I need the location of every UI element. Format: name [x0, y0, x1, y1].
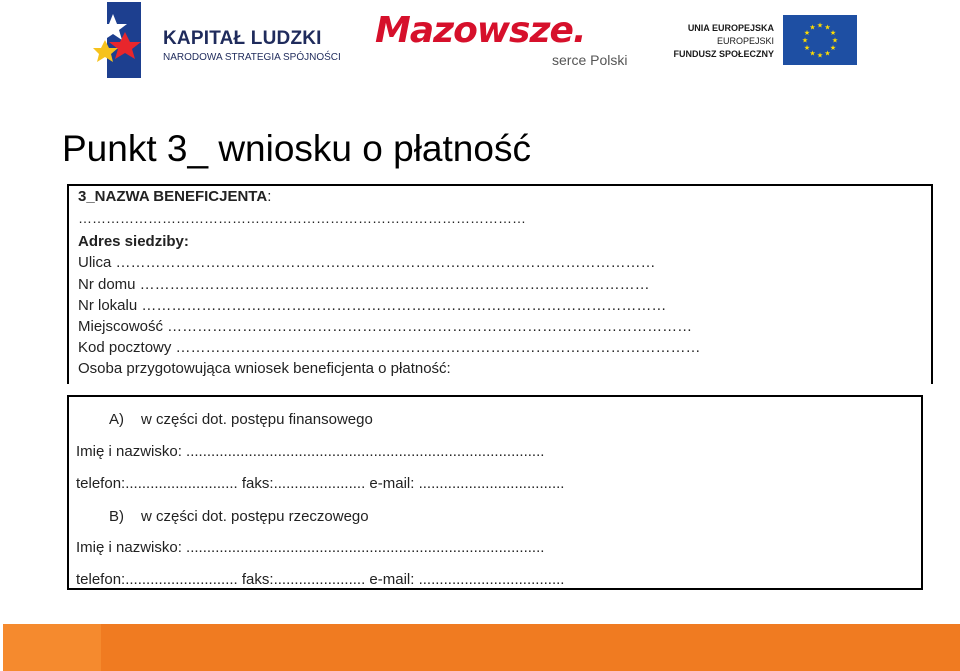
eu-star-icon: ★ [829, 30, 837, 37]
eu-label-line1: UNIA EUROPEJSKA [687, 23, 774, 33]
footer-accent-block [3, 624, 101, 671]
beneficiary-form-section [67, 184, 933, 384]
beneficiary-heading [78, 188, 271, 205]
page-title: Punkt 3_ wniosku o płatność [62, 128, 531, 169]
flat-number-field[interactable]: Nr lokalu …………………………………………………………………………………………… [78, 297, 667, 314]
eu-star-icon: ★ [803, 30, 811, 37]
section-a-name-field[interactable]: Imię i nazwisko: ...................................................................................... [76, 443, 545, 460]
section-b-label: B) [109, 508, 124, 525]
preparer-label: Osoba przygotowująca wniosek beneficjenta o płatność: [78, 360, 451, 377]
mazowsze-tagline: serce Polski [552, 52, 628, 68]
eu-label-line2: EUROPEJSKI [716, 36, 774, 46]
section-a-contact-field[interactable]: telefon:........................... faks:...................... e-mail: ................................... [76, 475, 565, 492]
eu-star-icon: ★ [809, 50, 816, 58]
mazowsze-logo [375, 10, 635, 72]
postal-code-field[interactable]: Kod pocztowy …………………………………………………………………………………………… [78, 339, 701, 356]
section-b-contact-field[interactable]: telefon:........................... faks:...................... e-mail: ................................... [76, 571, 565, 588]
mazowsze-wordmark: Mazowsze. [375, 10, 586, 51]
address-heading: Adres siedziby: [78, 233, 189, 250]
kapital-ludzki-title: KAPITAŁ LUDZKI [163, 28, 322, 49]
eu-fund-label [673, 22, 774, 61]
eu-star-icon: ★ [801, 37, 809, 45]
section-a-title: w części dot. postępu finansowego [141, 411, 373, 428]
eu-star-icon: ★ [816, 22, 824, 30]
section-b-title: w części dot. postępu rzeczowego [141, 508, 369, 525]
eu-star-icon: ★ [803, 45, 811, 52]
eu-label-line3: FUNDUSZ SPOŁECZNY [673, 49, 774, 59]
eu-star-icon: ★ [824, 50, 831, 58]
eu-star-icon: ★ [829, 45, 837, 52]
contact-persons-section [67, 395, 923, 590]
beneficiary-heading-colon: : [267, 188, 272, 205]
eu-star-icon: ★ [831, 37, 839, 45]
section-b-name-field[interactable]: Imię i nazwisko: ...................................................................................... [76, 539, 545, 556]
kapital-ludzki-subtitle: NARODOWA STRATEGIA SPÓJNOŚCI [163, 52, 341, 63]
street-field[interactable]: Ulica ……………………………………………………………………………………………… [78, 254, 656, 271]
logo-banner [93, 0, 873, 80]
eu-star-icon: ★ [816, 52, 824, 60]
beneficiary-heading-text: 3_NAZWA BENEFICJENTA [78, 188, 268, 205]
eu-star-icon: ★ [809, 24, 816, 32]
footer-bar [3, 624, 960, 671]
eu-flag-icon [783, 15, 857, 65]
city-field[interactable]: Miejscowość …………………………………………………………………………………………… [78, 318, 693, 335]
house-number-field[interactable]: Nr domu ………………………………………………………………………………………… [78, 276, 650, 293]
kapital-ludzki-logo [93, 2, 343, 78]
eu-star-icon: ★ [824, 24, 831, 32]
kapital-ludzki-emblem-icon [93, 2, 157, 78]
section-a-label: A) [109, 411, 124, 428]
beneficiary-name-field[interactable]: …………………………………………………………………………………… [78, 210, 526, 226]
